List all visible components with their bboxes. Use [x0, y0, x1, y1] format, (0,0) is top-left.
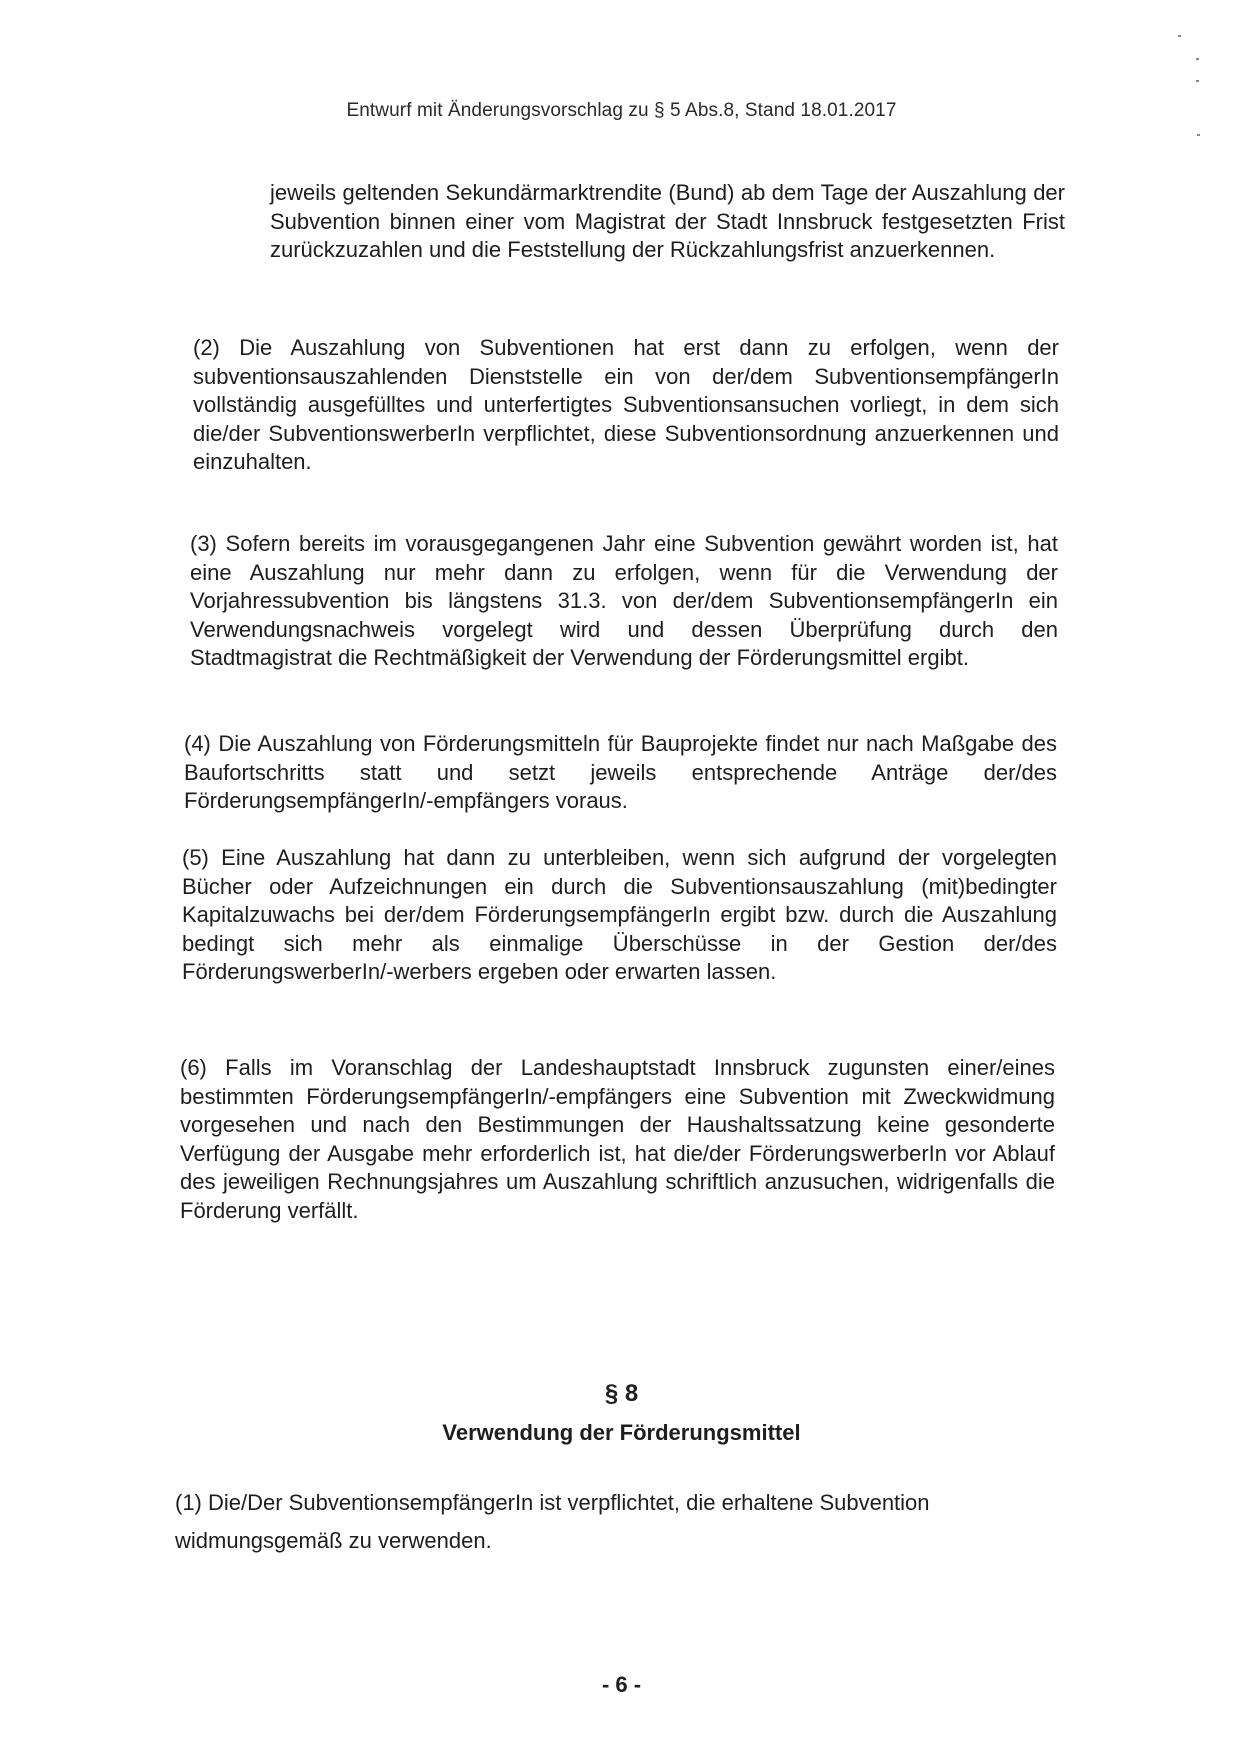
page-number: - 6 -	[601, 1672, 642, 1697]
section-number: § 8	[604, 1380, 639, 1407]
scan-speck	[1197, 134, 1200, 136]
page-header: Entwurf mit Änderungsvorschlag zu § 5 Abs.8, Stand 18.01.2017	[346, 100, 897, 121]
scan-speck	[1178, 35, 1181, 37]
paragraph-2: (2) Die Auszahlung von Subventionen hat erst dann zu erfolgen, wenn der subventionsauszahlenden Dienststelle ein von der/dem SubventionsempfängerIn vollständig ausgefülltes und unterfertigtes Subventionsansuchen vorliegt, in dem sich die/der SubventionswerberIn verpflichtet, diese Subventionsordnung anzuerkennen und einzuhalten.	[193, 335, 1059, 474]
paragraph-3: (3) Sofern bereits im vorausgegangenen Jahr eine Subvention gewährt worden ist, hat eine Auszahlung nur mehr dann zu erfolgen, wenn für die Verwendung der Vorjahressubvention bis längstens 31.3. von der/dem SubventionsempfängerIn ein Verwendungsnachweis vorgelegt wird und dessen Überprüfung durch den Stadtmagistrat die Rechtmäßigkeit der Verwendung der Förderungsmittel ergibt.	[190, 531, 1058, 670]
scan-speck	[1196, 80, 1199, 82]
paragraph-5: (5) Eine Auszahlung hat dann zu unterbleiben, wenn sich aufgrund der vorgelegten Bücher oder Aufzeichnungen ein durch die Subventionsauszahlung (mit)bedingter Kapitalzuwachs bei der/dem FörderungsempfängerIn ergibt bzw. durch die Auszahlung bedingt sich mehr als einmalige Überschüsse in der Gestion der/des FörderungswerberIn/-werbers ergeben oder erwarten lassen.	[182, 845, 1057, 984]
paragraph-continuation: jeweils geltenden Sekundärmarktrendite (Bund) ab dem Tage der Auszahlung der Subvention binnen einer vom Magistrat der Stadt Innsbruck festgesetzten Frist zurückzuzahlen und die Feststellung der Rückzahlungsfrist anzuerkennen.	[270, 180, 1065, 262]
paragraph-6: (6) Falls im Voranschlag der Landeshauptstadt Innsbruck zugunsten einer/eines bestimmten FörderungsempfängerIn/-empfängers eine Subvention mit Zweckwidmung vorgesehen und nach den Bestimmungen der Haushaltssatzung keine gesonderte Verfügung der Ausgabe mehr erforderlich ist, hat die/der FörderungswerberIn vor Ablauf des jeweiligen Rechnungsjahres um Auszahlung schriftlich anzusuchen, widrigenfalls die Förderung verfällt.	[180, 1055, 1055, 1223]
section-title: Verwendung der Förderungsmittel	[442, 1420, 801, 1445]
paragraph-4: (4) Die Auszahlung von Förderungsmitteln für Bauprojekte findet nur nach Maßgabe des Baufortschritts statt und setzt jeweils entsprechende Anträge der/des FörderungsempfängerIn/-empfängers voraus.	[184, 731, 1057, 813]
section-paragraph-1: (1) Die/Der SubventionsempfängerIn ist verpflichtet, die erhaltene Subvention widmungsgemäß zu verwenden.	[175, 1490, 930, 1553]
scan-speck	[1196, 58, 1199, 60]
